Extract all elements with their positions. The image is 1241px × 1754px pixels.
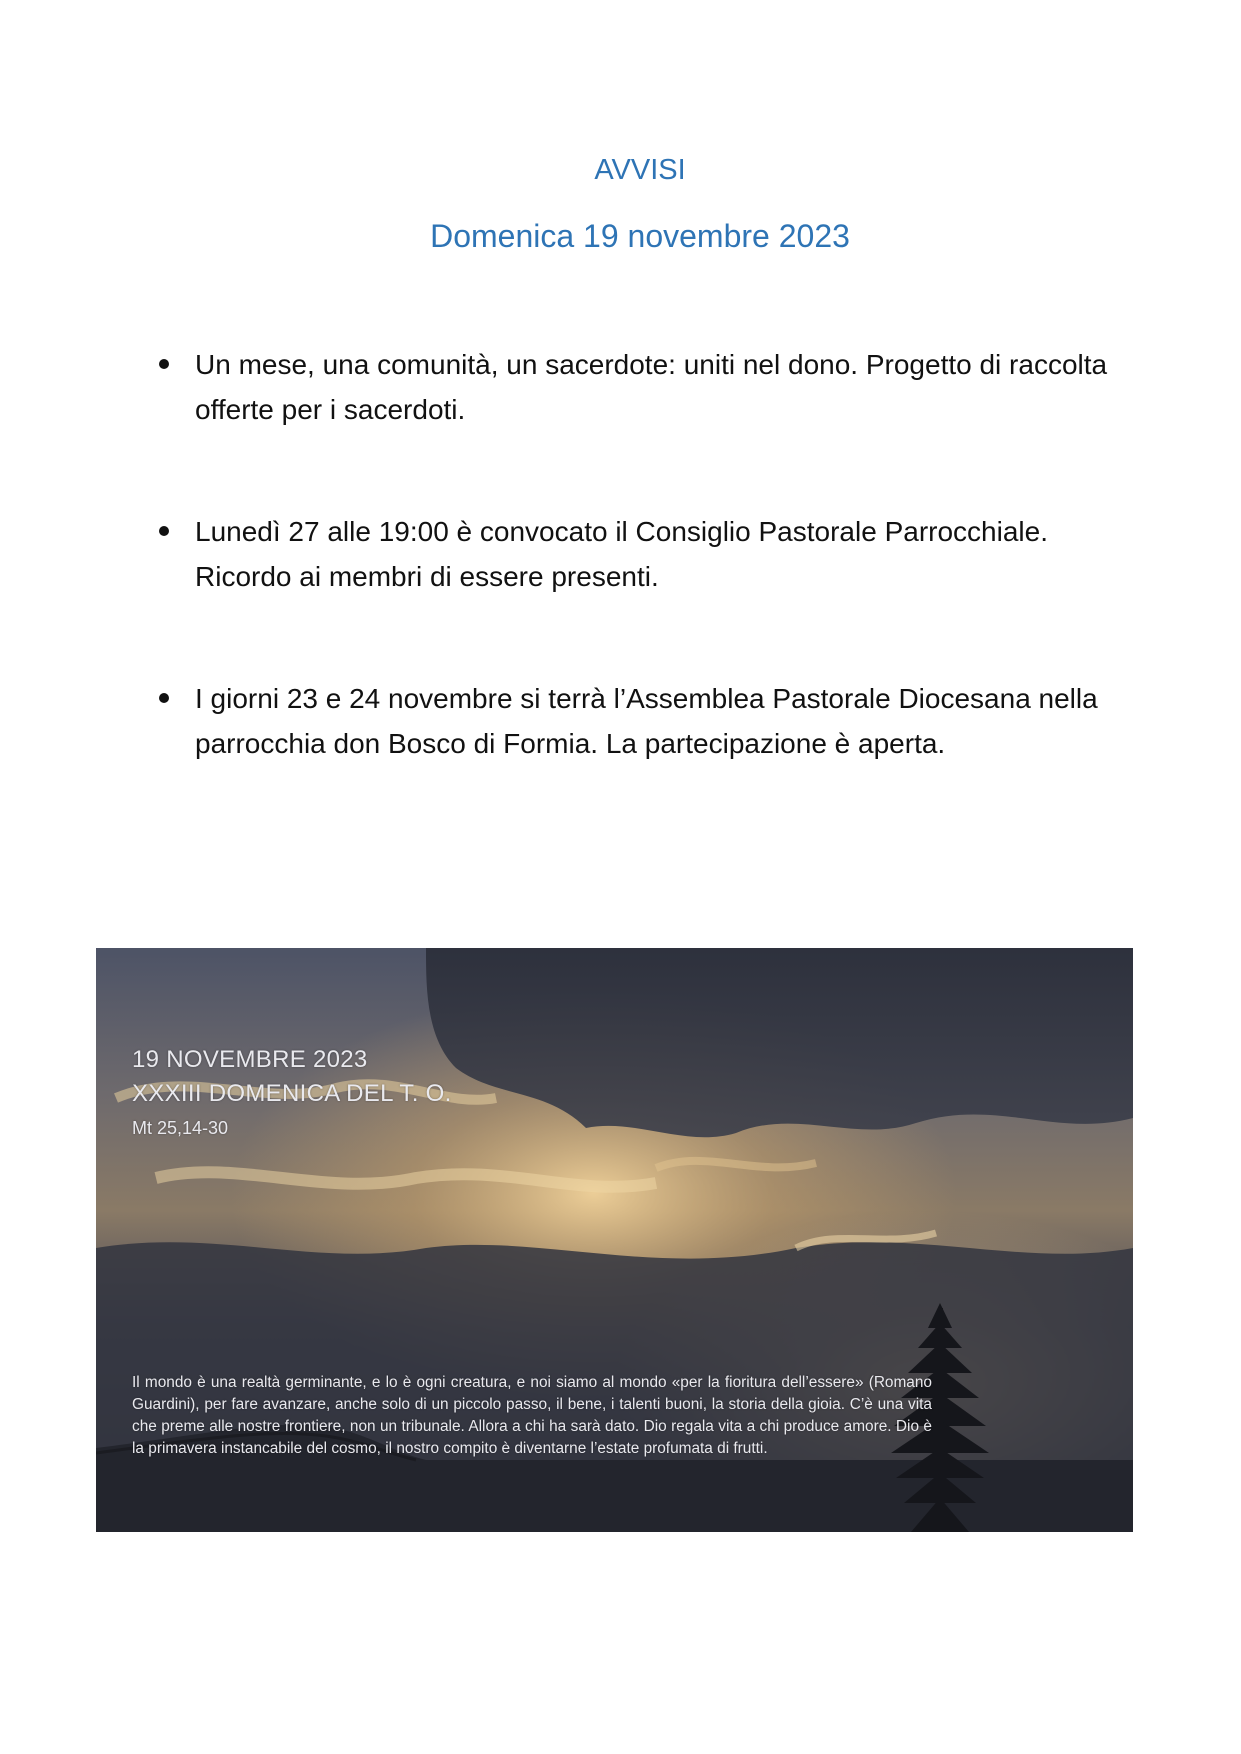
bullet-icon — [159, 526, 169, 536]
image-date: 19 NOVEMBRE 2023 — [132, 1046, 368, 1073]
notice-text: Un mese, una comunità, un sacerdote: uniti nel dono. Progetto di raccolta offerte per i sacerdoti. — [195, 349, 1108, 425]
list-item — [155, 342, 1115, 432]
notice-list — [155, 342, 1115, 843]
list-item — [155, 676, 1115, 766]
bullet-icon — [159, 693, 169, 703]
list-item — [155, 509, 1115, 599]
page-date: Domenica 19 novembre 2023 — [430, 218, 850, 254]
image-liturgical-sunday: XXXIII DOMENICA DEL T. O. — [132, 1080, 452, 1107]
image-gospel-reference: Mt 25,14-30 — [132, 1118, 229, 1138]
notice-text: Lunedì 27 alle 19:00 è convocato il Consiglio Pastorale Parrocchiale. Ricordo ai membri di essere presenti. — [195, 516, 1048, 592]
image-quote: Il mondo è una realtà germinante, e lo è ogni creatura, e noi siamo al mondo «per la fioritura dell’essere» (Romano Guardini), per fare avanzare, anche solo di un piccolo passo, il bene, i talenti buoni, la storia della gioia. C’è una vita che preme alle nostre frontiere, non un tribunale. Allora a chi ha sarà dato. Dio regala vita a chi produce amore. Dio è la primavera instancabile del cosmo, il nostro compito è diventarne l’estate profumata di frutti. — [132, 1374, 932, 1457]
page-title: AVVISI — [594, 154, 686, 186]
notice-text: I giorni 23 e 24 novembre si terrà l’Assemblea Pastorale Diocesana nella parrocchia don Bosco di Formia. La partecipazione è aperta. — [195, 683, 1098, 759]
bullet-icon — [159, 359, 169, 369]
sky-photo — [96, 948, 1133, 1532]
